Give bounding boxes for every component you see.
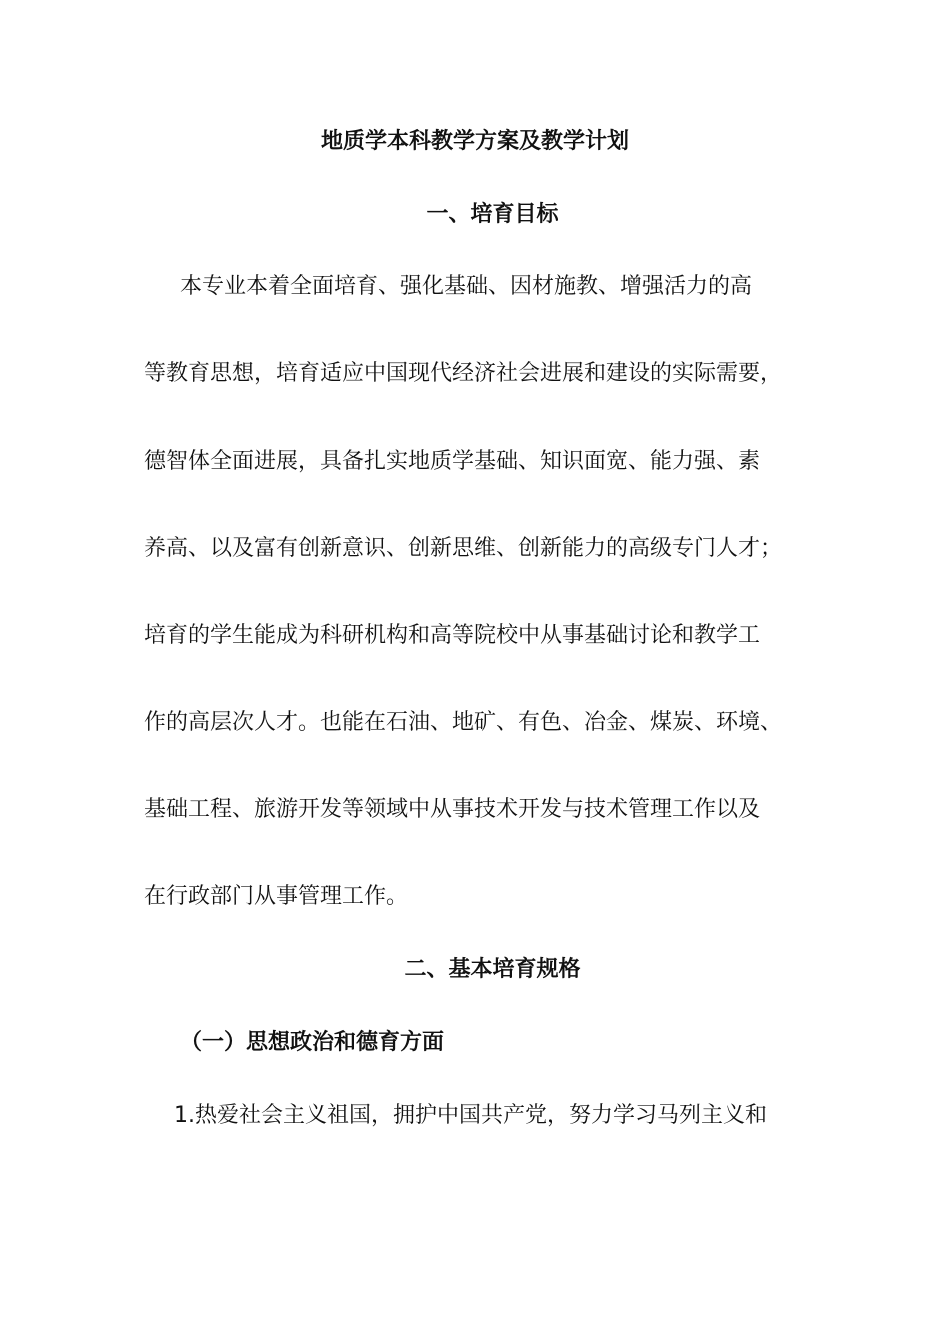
paragraph-line: 本专业本着全面培育、强化基础、因材施教、增强活力的高 xyxy=(180,274,753,299)
paragraph-line: 在行政部门从事管理工作。 xyxy=(144,884,409,909)
document-title: 地质学本科教学方案及教学计划 xyxy=(320,129,629,154)
paragraph-line: 德智体全面进展，具备扎实地质学基础、知识面宽、能力强、素 xyxy=(144,449,761,474)
paragraph-line: 基础工程、旅游开发等领域中从事技术开发与技术管理工作以及 xyxy=(144,797,761,822)
section-heading-goals: 一、培育目标 xyxy=(426,202,559,227)
paragraph-line: 养高、以及富有创新意识、创新思维、创新能力的高级专门人才； xyxy=(144,536,783,561)
paragraph-line: 作的高层次人才。也能在石油、地矿、有色、冶金、煤炭、环境、 xyxy=(144,710,783,735)
section-heading-specifications: 二、基本培育规格 xyxy=(404,957,581,982)
list-item: 1.热爱社会主义祖国，拥护中国共产党，努力学习马列主义和 xyxy=(174,1103,767,1128)
paragraph-line: 等教育思想，培育适应中国现代经济社会进展和建设的实际需要， xyxy=(144,361,783,386)
subsection-heading-ideology: （一）思想政治和德育方面 xyxy=(180,1030,445,1055)
paragraph-line: 培育的学生能成为科研机构和高等院校中从事基础讨论和教学工 xyxy=(144,623,761,648)
